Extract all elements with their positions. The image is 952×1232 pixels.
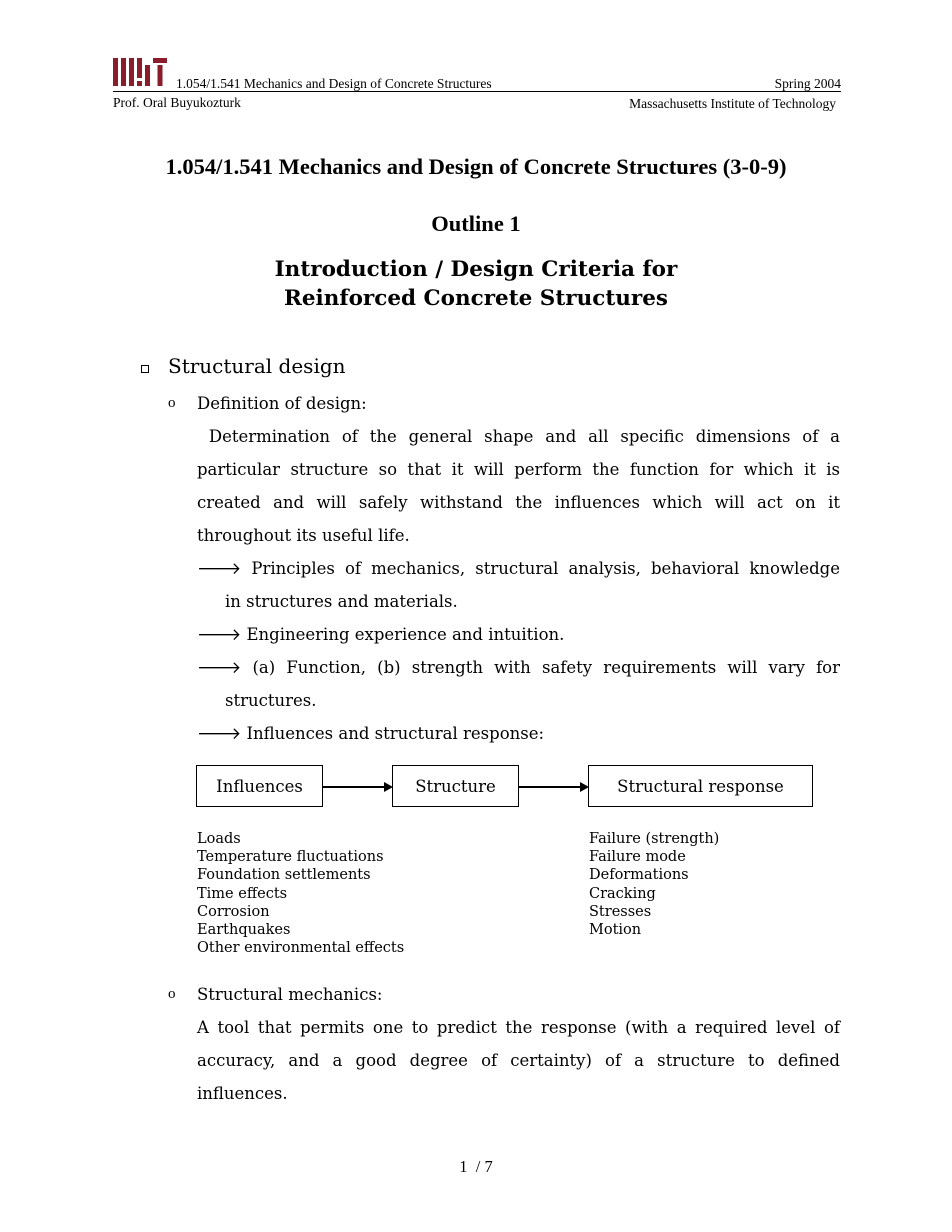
list-item: Other environmental effects xyxy=(197,940,405,957)
header-term: Spring 2004 xyxy=(774,76,841,91)
responses-list xyxy=(589,830,719,939)
mechanics-line: accuracy, and a good degree of certainty) of a structure to defined xyxy=(197,1051,840,1070)
right-arrow-connector-icon xyxy=(519,786,587,788)
section-title: Structural design xyxy=(168,354,346,378)
definition-line: particular structure so that it will perform the function for which it is xyxy=(197,460,840,479)
header-institution: Massachusetts Institute of Technology xyxy=(629,96,836,111)
list-item: Earthquakes xyxy=(197,922,291,939)
list-item: Foundation settlements xyxy=(197,867,371,884)
page-number: 1 / 7 xyxy=(459,1157,493,1176)
arrow-item-text: Principles of mechanics, structural analysis, behavioral knowledge xyxy=(251,559,840,578)
list-item: Corrosion xyxy=(197,903,270,920)
list-item: Stresses xyxy=(589,903,652,920)
circle-bullet-icon: o xyxy=(168,395,176,411)
mechanics-label: Structural mechanics: xyxy=(197,985,383,1004)
intro-title-line-2: Reinforced Concrete Structures xyxy=(283,286,668,311)
definition-line: created and will safely withstand the influences which will act on it xyxy=(197,493,840,512)
list-item: Failure (strength) xyxy=(589,831,720,847)
definition-line: Determination of the general shape and all specific dimensions of a xyxy=(197,427,840,446)
definition-line: throughout its useful life. xyxy=(197,526,410,545)
influences-list xyxy=(197,830,404,957)
list-item: Loads xyxy=(197,831,241,847)
right-arrow-connector-icon xyxy=(323,786,391,788)
mechanics-line: influences. xyxy=(197,1084,288,1103)
arrow-item-experience xyxy=(197,618,840,651)
intro-title-line-1: Introduction / Design Criteria for xyxy=(274,257,678,282)
mechanics-paragraph xyxy=(197,1011,840,1110)
document-title: 1.054/1.541 Mechanics and Design of Concrete Structures (3-0-9) xyxy=(165,154,787,179)
arrow-item-text: Engineering experience and intuition. xyxy=(246,625,565,644)
arrow-item-function xyxy=(197,651,840,717)
header-course: 1.054/1.541 Mechanics and Design of Concrete Structures xyxy=(176,76,492,91)
list-item: Failure mode xyxy=(589,849,686,866)
outline-title: Outline 1 xyxy=(431,211,521,236)
list-item: Time effects xyxy=(197,885,288,902)
arrow-item-text: in structures and materials. xyxy=(225,592,458,611)
arrow-item-text: (a) Function, (b) strength with safety requirements will vary for xyxy=(252,658,840,677)
list-item: Deformations xyxy=(589,867,689,884)
definition-paragraph xyxy=(197,420,840,552)
circle-bullet-icon: o xyxy=(168,986,176,1002)
arrow-item-principles xyxy=(197,552,840,618)
square-bullet-icon xyxy=(141,365,149,373)
header-divider xyxy=(113,91,841,92)
mechanics-line: A tool that permits one to predict the response (with a required level of xyxy=(197,1018,840,1037)
intro-title xyxy=(0,255,952,313)
arrow-item-text: structures. xyxy=(225,691,317,710)
list-item: Temperature fluctuations xyxy=(197,849,384,866)
right-arrow-icon: 🡒 xyxy=(197,625,242,644)
right-arrow-icon: 🡒 xyxy=(197,724,242,743)
right-arrow-icon: 🡒 xyxy=(197,658,242,677)
list-item: Cracking xyxy=(589,885,656,902)
structural-response-box: Structural response xyxy=(588,765,813,807)
arrow-item-influences xyxy=(197,717,840,750)
header-professor: Prof. Oral Buyukozturk xyxy=(113,95,241,110)
influences-box: Influences xyxy=(196,765,323,807)
structure-box: Structure xyxy=(392,765,519,807)
mit-logo-icon xyxy=(113,58,167,86)
list-item: Motion xyxy=(589,922,642,939)
definition-label: Definition of design: xyxy=(197,394,367,413)
right-arrow-icon: 🡒 xyxy=(197,559,242,578)
arrow-item-text: Influences and structural response: xyxy=(246,724,545,743)
